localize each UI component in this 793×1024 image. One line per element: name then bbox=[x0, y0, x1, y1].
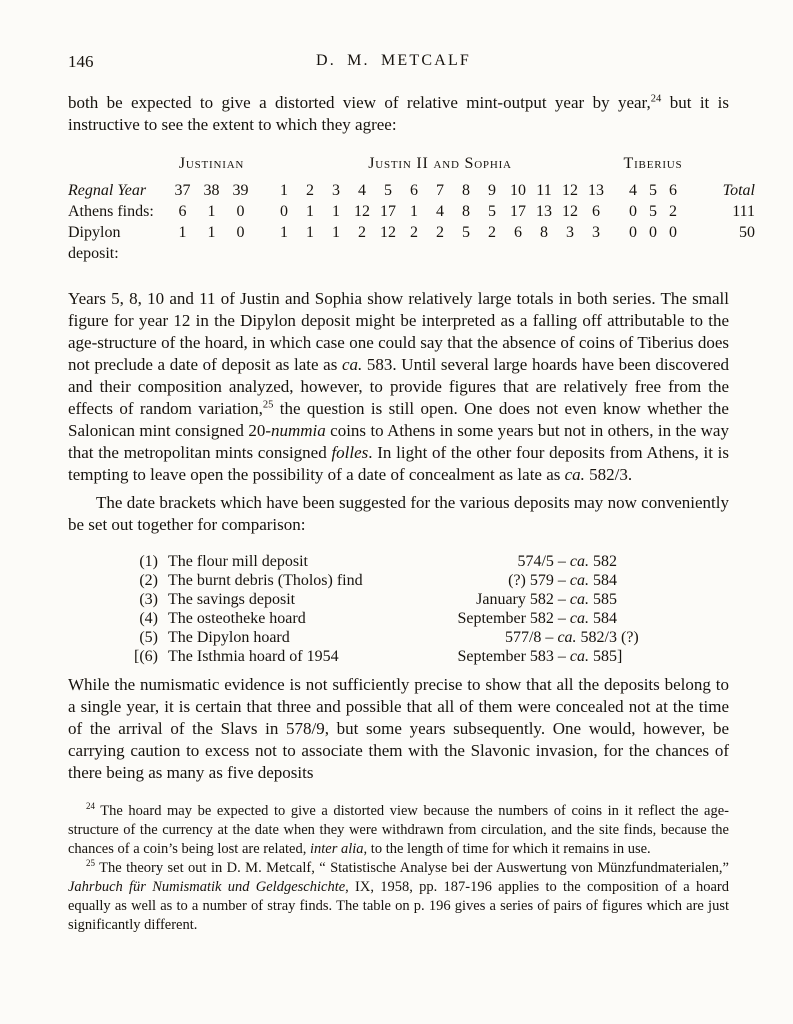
table-cell: 4 bbox=[358, 182, 366, 199]
athens-justinian-values bbox=[168, 201, 255, 222]
table-cell: 12 bbox=[562, 203, 578, 220]
table-cell: 1 bbox=[332, 224, 340, 241]
row-label-regnal-year: Regnal Year bbox=[68, 182, 147, 199]
table-cell: 8 bbox=[462, 182, 470, 199]
table-cell: 1 bbox=[207, 224, 216, 241]
deposit-number: (4) bbox=[139, 610, 158, 627]
footnote-24: $^{24}$ The hoard may be expected to give a distorted view because the numbers of coins in it reflect the age-structure of the currency at the date when they were withdrawn from circulation, and the site finds, because the chances of a coin’s being lost are related, inter alia, to the length of time for which it remains in use. bbox=[68, 801, 729, 857]
page-header bbox=[68, 52, 729, 74]
deposit-item-5 bbox=[120, 628, 639, 647]
table-cell: 4 bbox=[629, 182, 637, 199]
table-cell: 0 bbox=[280, 203, 288, 220]
deposit-number: (1) bbox=[139, 553, 158, 570]
table-cell: 1 bbox=[306, 224, 314, 241]
table-cell: 1 bbox=[306, 203, 314, 220]
group-header-tiberius: Tiberius bbox=[623, 155, 683, 172]
deposit-item-4 bbox=[120, 609, 617, 628]
running-head: D. M. METCALF bbox=[315, 52, 472, 69]
table-cell: 6 bbox=[669, 182, 677, 199]
table-cell: 12 bbox=[380, 224, 396, 241]
regnal-years-justin bbox=[271, 180, 609, 201]
table-cell: 1 bbox=[280, 224, 288, 241]
table-cell: 39 bbox=[232, 182, 249, 199]
table-cell: 12 bbox=[562, 182, 578, 199]
table-cell: 9 bbox=[488, 182, 496, 199]
table-row-athens-finds bbox=[68, 201, 755, 222]
row-label-athens-finds: Athens finds: bbox=[68, 203, 154, 220]
deposit-date-range: (?) 579 – ca. 584 bbox=[508, 572, 617, 589]
dipylon-justinian-values bbox=[168, 222, 255, 243]
table-cell: 2 bbox=[306, 182, 314, 199]
deposit-date-range: September 582 – ca. 584 bbox=[457, 610, 617, 627]
table-row-dipylon-deposit bbox=[68, 222, 755, 264]
brackets-intro-paragraph: The date brackets which have been suggested for the various deposits may now conveniently be set out together for comparison: bbox=[68, 493, 729, 534]
conclusion-paragraph: While the numismatic evidence is not sufficiently precise to show that all the deposits belong to a single year, it is certain that three and possible that all of them were concealed not at the time of the arrival of the Slavs in 578/9, but some years subsequently. One would, however, be carrying caution to excess not to associate them with the Slavonic invasion, for the chances of there being as many as five deposits bbox=[68, 675, 729, 782]
table-cell: 2 bbox=[488, 224, 496, 241]
dipylon-tiberius-values bbox=[623, 222, 683, 243]
table-cell: 17 bbox=[510, 203, 526, 220]
table-cell: 2 bbox=[669, 203, 677, 220]
intro-paragraph: both be expected to give a distorted view of relative mint-output year by year,$^{24}$ but it is instructive to see the extent to which they agree: bbox=[68, 93, 729, 134]
table-cell: 6 bbox=[514, 224, 522, 241]
dipylon-total: 50 bbox=[739, 224, 755, 241]
table-cell: 5 bbox=[462, 224, 470, 241]
deposit-date-range: September 583 – ca. 585 ] bbox=[457, 648, 623, 665]
athens-justin-values bbox=[271, 201, 609, 222]
row-label-dipylon-deposit: Dipylon deposit: bbox=[68, 224, 121, 262]
footnotes-section bbox=[68, 802, 729, 935]
athens-tiberius-values bbox=[623, 201, 683, 222]
table-cell: 0 bbox=[629, 203, 637, 220]
table-cell: 1 bbox=[178, 224, 187, 241]
table-cell: 5 bbox=[649, 203, 657, 220]
dipylon-justin-values bbox=[271, 222, 609, 243]
table-cell: 8 bbox=[462, 203, 470, 220]
deposit-item-6 bbox=[120, 647, 623, 666]
footnote-25: $^{25}$ The theory set out in D. M. Metcalf, “ Statistische Analyse bei der Auswertung von Münzfundmaterialen,” Jahrbuch für Numismatik und Geldgeschichte, IX, 1958, pp. 187-196 applies to the composition of a hoard equally as well as to a number of stray finds. The table on p. 196 gives a series of pairs of figures which are just significantly different. bbox=[68, 858, 729, 933]
table-cell: 6 bbox=[410, 182, 418, 199]
table-cell: 11 bbox=[536, 182, 552, 199]
table-cell: 3 bbox=[332, 182, 340, 199]
total-column-header: Total bbox=[722, 182, 755, 199]
table-cell: 38 bbox=[203, 182, 220, 199]
deposit-item-2 bbox=[120, 571, 617, 590]
table-cell: 0 bbox=[649, 224, 657, 241]
table-cell: 1 bbox=[207, 203, 216, 220]
deposit-item-1 bbox=[120, 552, 617, 571]
regnal-years-tiberius bbox=[623, 180, 683, 201]
deposit-date-range: 577/8 – ca. 582/3 (?) bbox=[504, 629, 639, 646]
deposit-number: [(6) bbox=[134, 648, 158, 665]
athens-total: 111 bbox=[732, 203, 755, 220]
table-row-regnal-year bbox=[68, 180, 755, 201]
table-cell: 2 bbox=[436, 224, 444, 241]
table-cell: 6 bbox=[178, 203, 187, 220]
table-cell: 0 bbox=[236, 224, 245, 241]
table-cell: 1 bbox=[280, 182, 288, 199]
table-cell: 3 bbox=[566, 224, 574, 241]
table-cell: 0 bbox=[629, 224, 637, 241]
table-cell: 7 bbox=[436, 182, 444, 199]
table-cell: 4 bbox=[436, 203, 444, 220]
table-cell: 2 bbox=[410, 224, 418, 241]
table-cell: 5 bbox=[649, 182, 657, 199]
coin-table bbox=[68, 154, 755, 264]
analysis-paragraph: Years 5, 8, 10 and 11 of Justin and Sophia show relatively large totals in both series. The small figure for year 12 in the Dipylon deposit might be interpreted as a falling off attributable to the age-structure of the hoard, in which case one could say that the absence of coins of Tiberius does not preclude a date of deposit as late as ca. 583. Until several large hoards have been discovered and their composition analyzed, however, to provide figures that are relatively free from the effects of random variation,$^{25}$ the question is still open. One does not even know whether the Salonican mint consigned 20-nummia coins to Athens in some years but not in others, in the way that the metropolitan mints consigned folles. In light of the other four deposits from Athens, it is tempting to leave open the possibility of a date of concealment as late as ca. 582/3. bbox=[68, 289, 730, 484]
group-header-justin-ii-and-sophia: Justin II and Sophia bbox=[368, 155, 512, 172]
deposit-date-range: January 582 – ca. 585 bbox=[476, 591, 617, 608]
table-cell: 5 bbox=[488, 203, 496, 220]
table-cell: 6 bbox=[592, 203, 600, 220]
deposit-date-range: 574/5 – ca. 582 bbox=[517, 553, 617, 570]
deposit-label: The Isthmia hoard of 1954 bbox=[168, 648, 339, 665]
table-cell: 17 bbox=[380, 203, 396, 220]
deposit-number: (3) bbox=[139, 591, 158, 608]
deposit-number: (2) bbox=[139, 572, 158, 589]
page-number: 146 bbox=[68, 52, 94, 71]
deposit-label: The Dipylon hoard bbox=[168, 629, 290, 646]
group-header-justinian: Justinian bbox=[178, 155, 245, 172]
table-cell: 3 bbox=[592, 224, 600, 241]
table-cell: 0 bbox=[669, 224, 677, 241]
table-cell: 2 bbox=[358, 224, 366, 241]
deposit-label: The savings deposit bbox=[168, 591, 296, 608]
table-cell: 8 bbox=[540, 224, 548, 241]
table-cell: 5 bbox=[384, 182, 392, 199]
deposit-list bbox=[120, 552, 639, 666]
table-cell: 13 bbox=[536, 203, 552, 220]
deposit-label: The flour mill deposit bbox=[168, 553, 308, 570]
regnal-years-justinian bbox=[168, 180, 255, 201]
table-cell: 13 bbox=[588, 182, 604, 199]
table-cell: 12 bbox=[354, 203, 370, 220]
deposit-label: The osteotheke hoard bbox=[168, 610, 306, 627]
table-group-header-row bbox=[68, 154, 755, 174]
deposit-label: The burnt debris (Tholos) find bbox=[168, 572, 363, 589]
table-cell: 0 bbox=[236, 203, 245, 220]
deposit-number: (5) bbox=[139, 629, 158, 646]
table-cell: 1 bbox=[332, 203, 340, 220]
table-cell: 1 bbox=[410, 203, 418, 220]
deposit-item-3 bbox=[120, 590, 617, 609]
table-cell: 37 bbox=[174, 182, 191, 199]
table-cell: 10 bbox=[510, 182, 526, 199]
